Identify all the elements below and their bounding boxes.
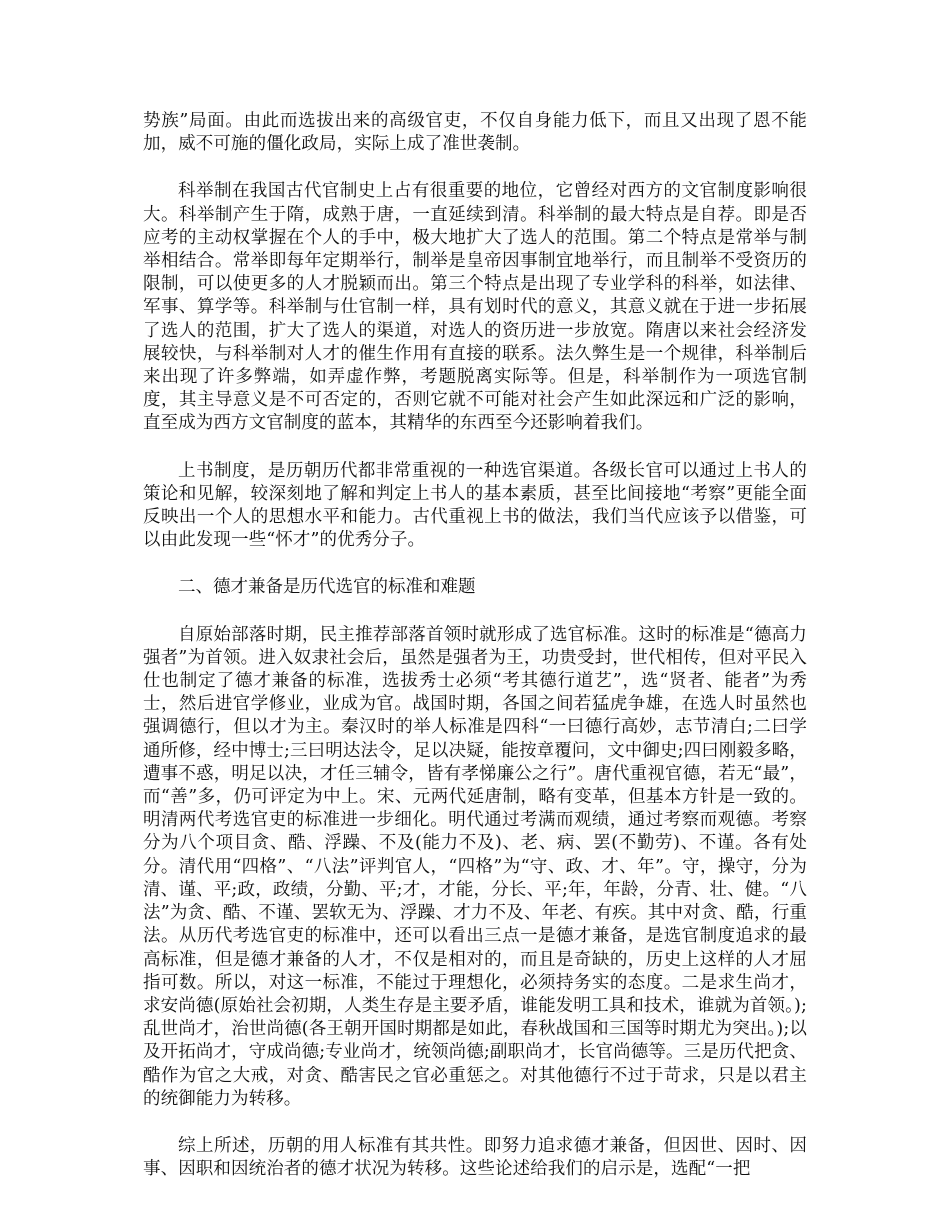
paragraph-summary: 综上所述，历朝的用人标准有其共性。即努力追求德才兼备，但因世、因时、因事、因职和因统治者的德才状况为转移。这些论述给我们的启示是，选配“一把 — [143, 1135, 807, 1180]
paragraph-imperial-exam: 科举制在我国古代官制史上占有很重要的地位，它曾经对西方的文官制度影响很大。科举制产生于隋，成熟于唐，一直延续到清。科举制的最大特点是自荐。即是否应考的主动权掌握在个人的手中，极大地扩大了选人的范围。第二个特点是常举与制举相结合。常举即每年定期举行，制举是皇帝因事制宜地举行，而且制举不受资历的限制，可以使更多的人才脱颖而出。第三个特点是出现了专业学科的科举，如法律、军事、算学等。科举制与仕官制一样，具有划时代的意义，其意义就在于进一步拓展了选人的范围，扩大了选人的渠道，对选人的资历进一步放宽。隋唐以来社会经济发展较快，与科举制对人才的催生作用有直接的联系。法久弊生是一个规律，科举制后来出现了许多弊端，如弄虚作弊，考题脱离实际等。但是，科举制作为一项选官制度，其主导意义是不可否定的，否则它就不可能对社会产生如此深远和广泛的影响，直至成为西方文官制度的蓝本，其精华的东西至今还影响着我们。 — [143, 181, 807, 434]
section-heading: 二、德才兼备是历代选官的标准和难题 — [178, 577, 476, 598]
paragraph-selection-standards: 自原始部落时期，民主推荐部落首领时就形成了选官标准。这时的标准是“德高力强者”为首领。进入奴隶社会后，虽然是强者为王，功贵受封，世代相传，但对平民入仕也制定了德才兼备的标准，选拔秀士必须“考其德行道艺”，选“贤者、能者”为秀士，然后进官学修业，业成为官。战国时期，各国之间若猛虎争雄，在选人时虽然也强调德行，但以才为主。秦汉时的举人标准是四科“一曰德行高妙，志节清白;二曰学通所修，经中博士;三曰明达法令，足以决疑，能按章覆问，文中御史;四曰刚毅多略，遭事不惑，明足以决，才任三辅令，皆有孝悌廉公之行”。唐代重视官德，若无“最”，而“善”多，仍可评定为中上。宋、元两代延唐制，略有变革，但基本方针是一致的。明清两代考选官吏的标准进一步细化。明代通过考满而观绩，通过考察而观德。考察分为八个项目贪、酷、浮躁、不及(能力不及)、老、病、罢(不勤劳)、不谨。各有处分。清代用“四格”、“八法”评判官人，“四格”为“守、政、才、年”。守，操守，分为清、谨、平;政，政绩，分勤、平;才，才能，分长、平;年，年龄，分青、壮、健。“八法”为贪、酷、不谨、罢软无为、浮躁、才力不及、年老、有疾。其中对贪、酷，行重法。从历代考选官吏的标准中，还可以看出三点一是德才兼备，是选官制度追求的最高标准，但是德才兼备的人才，不仅是相对的，而且是奇缺的，历史上这样的人才屈指可数。所以，对这一标准，不能过于理想化，必须持务实的态度。二是求生尚才，求安尚德(原始社会初期，人类生存是主要矛盾，谁能发明工具和技术，谁就为首领。);乱世尚才，治世尚德(各王朝开国时期都是如此，春秋战国和三国等时期尤为突出。);以及开拓尚才，守成尚德;专业尚才，统领尚德;副职尚才，长官尚德等。三是历代把贪、酷作为官之大戒，对贪、酷害民之官必重惩之。对其他德行不过于苛求，只是以君主的统御能力为转移。 — [143, 624, 807, 1109]
document-page — [143, 110, 807, 1205]
paragraph-memorial-system: 上书制度，是历朝历代都非常重视的一种选官渠道。各级长官可以通过上书人的策论和见解，较深刻地了解和判定上书人的基本素质，甚至比间接地“考察”更能全面反映出一个人的思想水平和能力。古代重视上书的做法，我们当代应该予以借鉴，可以由此发现一些“怀才”的优秀分子。 — [143, 460, 807, 551]
paragraph-continuation: 势族”局面。由此而选拔出来的高级官吏，不仅自身能力低下，而且又出现了恩不能加，威不可施的僵化政局，实际上成了准世袭制。 — [143, 111, 807, 155]
